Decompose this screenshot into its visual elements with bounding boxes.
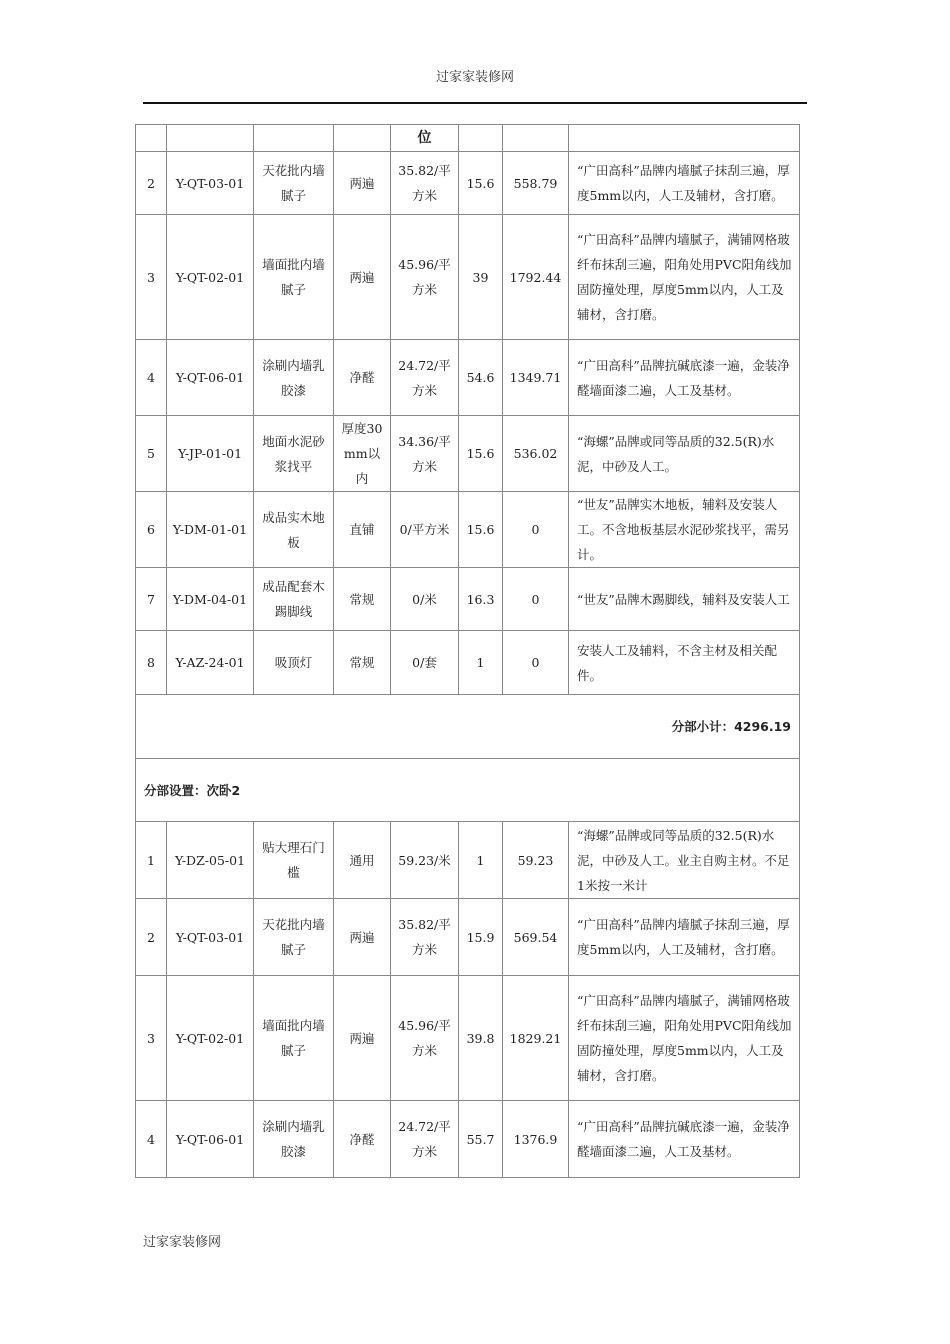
unit-price-cell: 0/套 <box>391 631 459 695</box>
unit-price-cell: 59.23/米 <box>391 822 459 899</box>
description-cell: “广田高科”品牌内墙腻子，满铺网格玻纤布抹刮三遍，阳角处用PVC阳角线加固防撞处理，厚度5mm以内，人工及辅材，含打磨。 <box>569 976 800 1101</box>
description-cell: “广田高科”品牌抗碱底漆一遍，金装净醛墙面漆二遍，人工及基材。 <box>569 1101 800 1178</box>
quantity-cell: 55.7 <box>459 1101 503 1178</box>
item-name-cell: 成品配套木踢脚线 <box>254 568 334 631</box>
unit-price-cell: 45.96/平方米 <box>391 215 459 340</box>
amount-cell: 536.02 <box>503 416 569 492</box>
item-name-cell: 墙面批内墙腻子 <box>254 215 334 340</box>
section-subtotal: 分部小计：4296.19 <box>136 695 800 759</box>
item-name-cell: 涂刷内墙乳胶漆 <box>254 1101 334 1178</box>
unit-header-cell: 位 <box>391 125 459 152</box>
unit-price-cell: 0/米 <box>391 568 459 631</box>
unit-price-cell: 34.36/平方米 <box>391 416 459 492</box>
amount-cell: 1792.44 <box>503 215 569 340</box>
table-row <box>136 822 800 899</box>
table-header-continued-row <box>136 125 800 152</box>
item-spec-cell: 常规 <box>334 631 391 695</box>
item-spec-cell: 两遍 <box>334 899 391 976</box>
amount-cell: 1829.21 <box>503 976 569 1101</box>
description-cell: “广田高科”品牌内墙腻子，满铺网格玻纤布抹刮三遍，阳角处用PVC阳角线加固防撞处理，厚度5mm以内，人工及辅材，含打磨。 <box>569 215 800 340</box>
item-spec-cell: 常规 <box>334 568 391 631</box>
item-code-cell: Y-QT-03-01 <box>167 899 254 976</box>
item-name-cell: 吸顶灯 <box>254 631 334 695</box>
quotation-table <box>135 124 800 1178</box>
section-header-row <box>136 759 800 822</box>
item-number-cell: 1 <box>136 822 167 899</box>
amount-cell: 0 <box>503 492 569 568</box>
header-divider <box>143 102 807 104</box>
item-spec-cell: 直铺 <box>334 492 391 568</box>
item-number-cell: 2 <box>136 152 167 215</box>
item-name-cell: 天花批内墙腻子 <box>254 152 334 215</box>
item-code-cell: Y-QT-06-01 <box>167 340 254 416</box>
item-name-cell: 墙面批内墙腻子 <box>254 976 334 1101</box>
item-code-cell: Y-DM-04-01 <box>167 568 254 631</box>
item-number-cell: 3 <box>136 215 167 340</box>
amount-cell: 0 <box>503 568 569 631</box>
unit-price-cell: 35.82/平方米 <box>391 152 459 215</box>
item-number-cell: 8 <box>136 631 167 695</box>
description-cell: “广田高科”品牌抗碱底漆一遍，金装净醛墙面漆二遍，人工及基材。 <box>569 340 800 416</box>
unit-price-cell: 24.72/平方米 <box>391 340 459 416</box>
amount-cell: 0 <box>503 631 569 695</box>
unit-price-cell: 0/平方米 <box>391 492 459 568</box>
item-code-cell: Y-QT-03-01 <box>167 152 254 215</box>
item-code-cell: Y-QT-02-01 <box>167 976 254 1101</box>
subtotal-row <box>136 695 800 759</box>
table-row <box>136 215 800 340</box>
amount-cell: 1349.71 <box>503 340 569 416</box>
page-header-title: 过家家装修网 <box>435 70 514 85</box>
item-spec-cell: 净醛 <box>334 340 391 416</box>
item-name-cell: 地面水泥砂浆找平 <box>254 416 334 492</box>
unit-price-cell: 45.96/平方米 <box>391 976 459 1101</box>
page-footer-title: 过家家装修网 <box>143 1235 222 1250</box>
table-row <box>136 899 800 976</box>
item-number-cell: 2 <box>136 899 167 976</box>
quantity-cell: 16.3 <box>459 568 503 631</box>
item-spec-cell: 厚度30mm以内 <box>334 416 391 492</box>
unit-price-cell: 35.82/平方米 <box>391 899 459 976</box>
item-name-cell: 贴大理石门槛 <box>254 822 334 899</box>
item-code-cell: Y-DM-01-01 <box>167 492 254 568</box>
description-cell: “海螺”品牌或同等品质的32.5(R)水泥，中砂及人工。业主自购主材。不足1米按一米计 <box>569 822 800 899</box>
table-row <box>136 1101 800 1178</box>
item-name-cell: 涂刷内墙乳胶漆 <box>254 340 334 416</box>
amount-cell: 1376.9 <box>503 1101 569 1178</box>
amount-cell: 569.54 <box>503 899 569 976</box>
item-spec-cell: 通用 <box>334 822 391 899</box>
item-number-cell: 7 <box>136 568 167 631</box>
table-row <box>136 492 800 568</box>
quantity-cell: 1 <box>459 822 503 899</box>
quantity-cell: 54.6 <box>459 340 503 416</box>
item-code-cell: Y-QT-06-01 <box>167 1101 254 1178</box>
item-spec-cell: 两遍 <box>334 152 391 215</box>
quantity-cell: 39 <box>459 215 503 340</box>
table-row <box>136 976 800 1101</box>
table-row <box>136 340 800 416</box>
table-row <box>136 416 800 492</box>
quantity-cell: 15.6 <box>459 416 503 492</box>
description-cell: 安装人工及辅料，不含主材及相关配件。 <box>569 631 800 695</box>
description-cell: “海螺”品牌或同等品质的32.5(R)水泥，中砂及人工。 <box>569 416 800 492</box>
quantity-cell: 39.8 <box>459 976 503 1101</box>
item-spec-cell: 两遍 <box>334 976 391 1101</box>
item-code-cell: Y-AZ-24-01 <box>167 631 254 695</box>
table-row <box>136 568 800 631</box>
item-number-cell: 5 <box>136 416 167 492</box>
item-number-cell: 4 <box>136 340 167 416</box>
item-code-cell: Y-QT-02-01 <box>167 215 254 340</box>
item-name-cell: 天花批内墙腻子 <box>254 899 334 976</box>
item-number-cell: 3 <box>136 976 167 1101</box>
description-cell: “广田高科”品牌内墙腻子抹刮三遍，厚度5mm以内，人工及辅材，含打磨。 <box>569 899 800 976</box>
section-title: 分部设置：次卧2 <box>136 759 800 822</box>
quantity-cell: 15.6 <box>459 152 503 215</box>
amount-cell: 59.23 <box>503 822 569 899</box>
quantity-cell: 1 <box>459 631 503 695</box>
item-spec-cell: 两遍 <box>334 215 391 340</box>
table-row <box>136 152 800 215</box>
item-number-cell: 4 <box>136 1101 167 1178</box>
description-cell: “广田高科”品牌内墙腻子抹刮三遍，厚度5mm以内，人工及辅材，含打磨。 <box>569 152 800 215</box>
quantity-cell: 15.6 <box>459 492 503 568</box>
description-cell: “世友”品牌木踢脚线，辅料及安装人工 <box>569 568 800 631</box>
item-number-cell: 6 <box>136 492 167 568</box>
item-code-cell: Y-JP-01-01 <box>167 416 254 492</box>
item-spec-cell: 净醛 <box>334 1101 391 1178</box>
quantity-cell: 15.9 <box>459 899 503 976</box>
table-row <box>136 631 800 695</box>
item-code-cell: Y-DZ-05-01 <box>167 822 254 899</box>
amount-cell: 558.79 <box>503 152 569 215</box>
unit-price-cell: 24.72/平方米 <box>391 1101 459 1178</box>
item-name-cell: 成品实木地板 <box>254 492 334 568</box>
description-cell: “世友”品牌实木地板，辅料及安装人工。不含地板基层水泥砂浆找平，需另计。 <box>569 492 800 568</box>
